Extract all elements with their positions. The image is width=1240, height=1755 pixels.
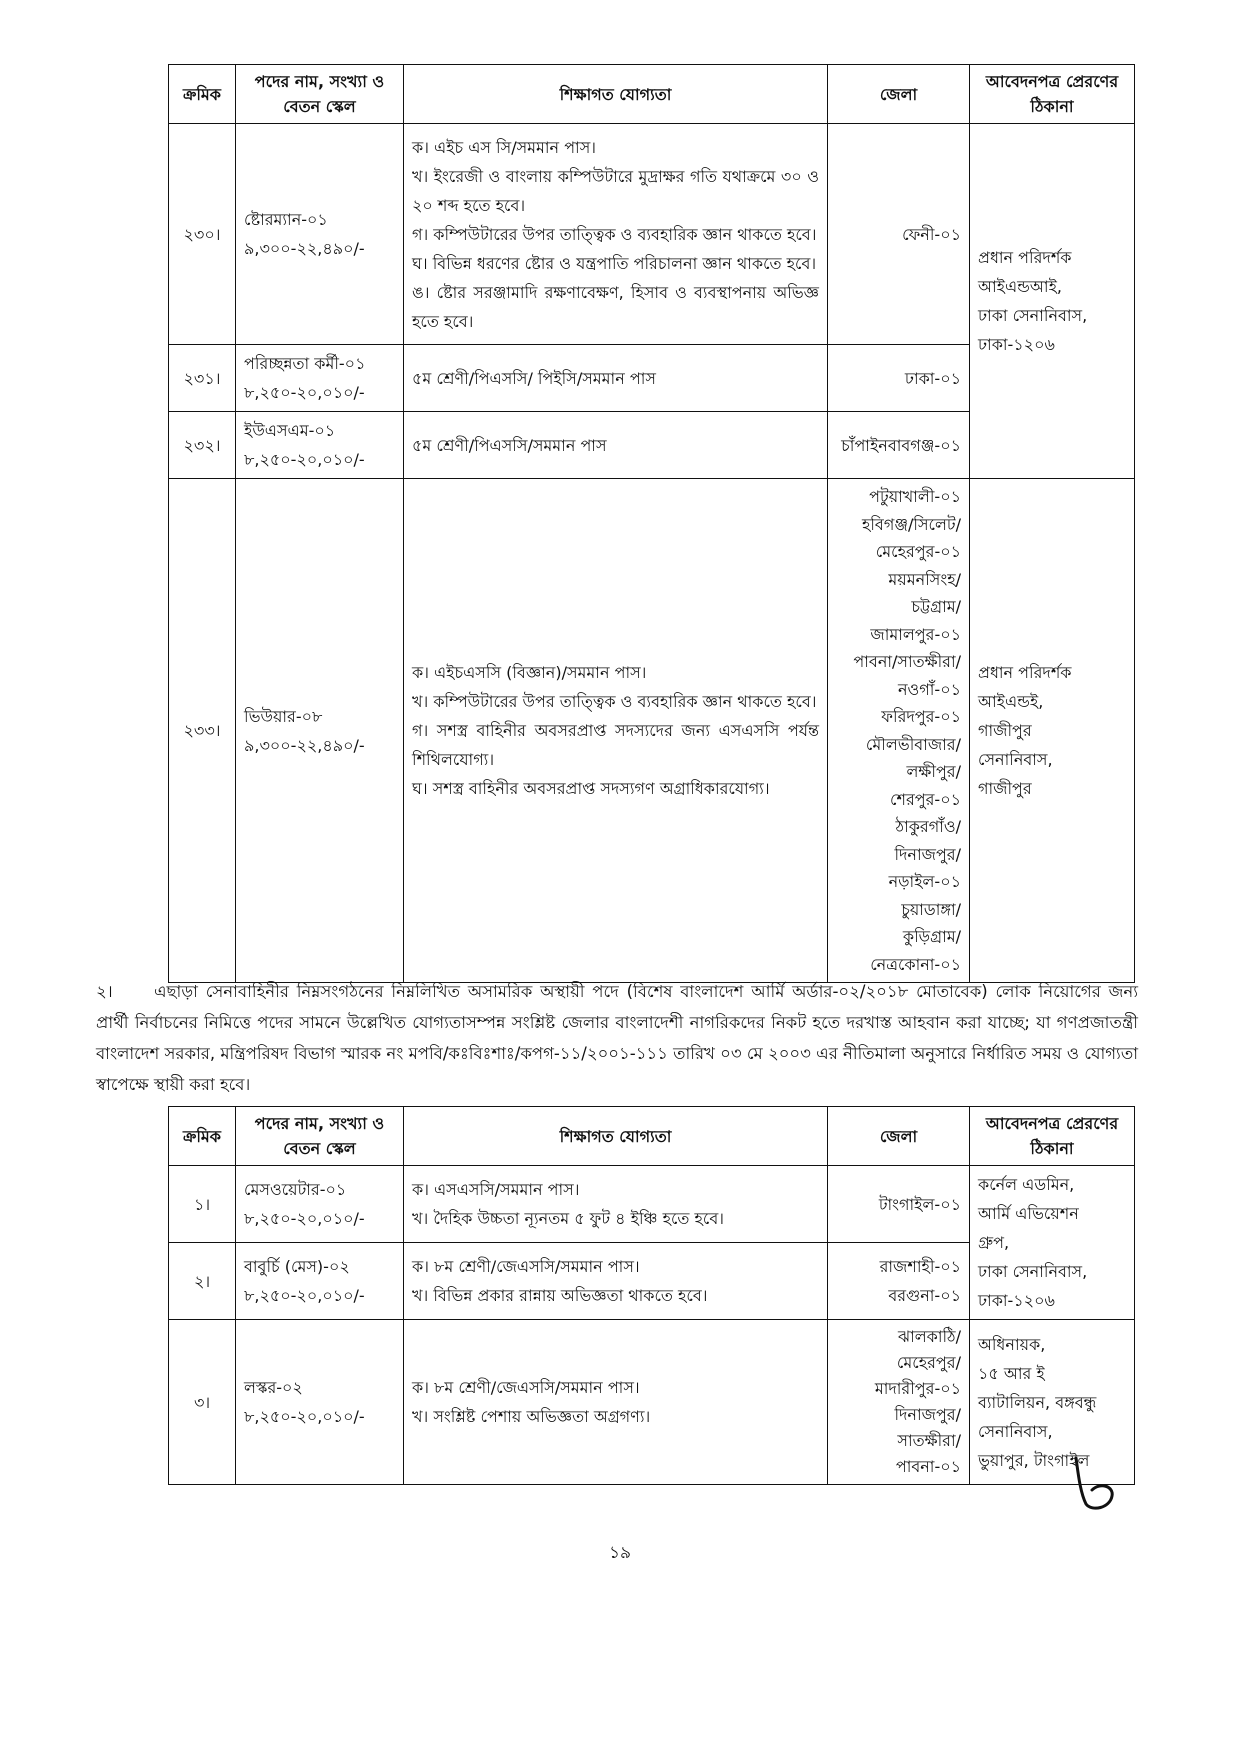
address-line: আর্মি এভিয়েশন bbox=[978, 1204, 1079, 1223]
header-address: আবেদনপত্র প্রেরণের ঠিকানা bbox=[970, 65, 1135, 124]
row-post bbox=[236, 345, 404, 412]
row-address bbox=[970, 124, 1135, 479]
header-district: জেলা bbox=[828, 1107, 970, 1166]
address-line: গাজীপুর bbox=[978, 779, 1032, 798]
qualification-item: ঘ। বিভিন্ন ধরণের ষ্টোর ও যন্ত্রপাতি পরিচালনা জ্ঞান থাকতে হবে। bbox=[412, 253, 817, 273]
row-serial: ২৩১। bbox=[169, 345, 236, 412]
district-line: ময়মনসিংহ/ bbox=[888, 569, 961, 589]
district-line: মেহেরপুর/ bbox=[896, 1353, 961, 1372]
row-district: ঢাকা-০১ bbox=[828, 345, 970, 412]
qualification-item: ক। এইচ এস সি/সমমান পাস। bbox=[412, 137, 596, 157]
header-district: জেলা bbox=[828, 65, 970, 124]
row-serial: ১। bbox=[169, 1166, 236, 1243]
district-line: কুড়িগ্রাম/ bbox=[902, 927, 961, 946]
table-row bbox=[169, 1166, 1135, 1243]
row-serial: ২৩৩। bbox=[169, 479, 236, 983]
page-number: ১৯ bbox=[608, 1543, 632, 1563]
post-name: ভিউয়ার-০৮ bbox=[244, 706, 323, 726]
qualification-item: ঙ। ষ্টোর সরঞ্জামাদি রক্ষণাবেক্ষণ, হিসাব ও ব্যবস্থাপনায় অভিজ্ঞ হতে হবে। bbox=[412, 282, 819, 331]
qualification-item: খ। বিভিন্ন প্রকার রান্নায় অভিজ্ঞতা থাকতে হবে। bbox=[412, 1286, 708, 1305]
row-qualifications: ৫ম শ্রেণী/পিএসসি/সমমান পাস bbox=[404, 412, 828, 479]
address-line: আইএন্ডই, bbox=[978, 692, 1044, 711]
qualification-item: গ। সশস্ত্র বাহিনীর অবসরপ্রাপ্ত সদস্যদের জন্য এসএসসি পর্যন্ত শিথিলযোগ্য। bbox=[412, 721, 819, 769]
pay-scale: ৮,২৫০-২০,০১০/- bbox=[244, 1209, 365, 1228]
post-name: ইউএসএম-০১ bbox=[244, 421, 336, 440]
row-qualifications bbox=[404, 1320, 828, 1485]
row-qualifications: ৫ম শ্রেণী/পিএসসি/ পিইসি/সমমান পাস bbox=[404, 345, 828, 412]
qualification-item: ঘ। সশস্ত্র বাহিনীর অবসরপ্রাপ্ত সদস্যগণ অগ্রাধিকারযোগ্য। bbox=[412, 779, 770, 798]
address-line: প্রধান পরিদর্শক bbox=[978, 248, 1072, 267]
district-line: পাবনা/সাতক্ষীরা/ bbox=[853, 652, 961, 671]
row-qualifications bbox=[404, 479, 828, 983]
qualification-item: গ। কম্পিউটারের উপর তাত্ত্বিক ও ব্যবহারিক জ্ঞান থাকতে হবে। bbox=[412, 224, 817, 244]
qualification-item: খ। সংশ্লিষ্ট পেশায় অভিজ্ঞতা অগ্রগণ্য। bbox=[412, 1407, 651, 1426]
table-row bbox=[169, 1320, 1135, 1485]
district-line: বরগুনা-০১ bbox=[888, 1286, 961, 1305]
qualification-item: ক। এসএসসি/সমমান পাস। bbox=[412, 1180, 580, 1199]
post-name: ষ্টোরম্যান-০১ bbox=[244, 210, 328, 229]
district-line: পটুয়াখালী-০১ bbox=[869, 487, 961, 506]
address-line: কর্নেল এডমিন, bbox=[978, 1175, 1075, 1194]
address-line: ঢাকা সেনানিবাস, bbox=[978, 306, 1088, 325]
district-line: নড়াইল-০১ bbox=[888, 872, 961, 891]
district-line: হবিগঞ্জ/সিলেট/ bbox=[861, 514, 961, 534]
pay-scale: ৯,৩০০-২২,৪৯০/- bbox=[244, 735, 365, 755]
header-serial: ক্রমিক bbox=[169, 1107, 236, 1166]
pay-scale: ৮,২৫০-২০,০১০/- bbox=[244, 450, 365, 469]
district-line: লক্ষীপুর/ bbox=[906, 762, 961, 781]
table-row bbox=[169, 479, 1135, 983]
qualification-item: খ। ইংরেজী ও বাংলায় কম্পিউটারে মুদ্রাক্ষর গতি যথাক্রমে ৩০ ও ২০ শব্দ হতে হবে। bbox=[412, 166, 819, 215]
district-line: পাবনা-০১ bbox=[895, 1457, 961, 1476]
row-address bbox=[970, 1166, 1135, 1320]
row-post bbox=[236, 412, 404, 479]
post-name: বাবুর্চি (মেস)-০২ bbox=[244, 1257, 350, 1276]
qualification-item: খ। কম্পিউটারের উপর তাত্ত্বিক ও ব্যবহারিক জ্ঞান থাকতে হবে। bbox=[412, 692, 817, 711]
district-line: মেহেরপুর-০১ bbox=[875, 542, 961, 561]
address-line: গাজীপুর bbox=[978, 721, 1032, 740]
address-line: ঢাকা-১২০৬ bbox=[978, 1291, 1055, 1310]
row-qualifications bbox=[404, 1243, 828, 1320]
posts-table-2 bbox=[168, 1106, 1135, 1485]
district-line: নওগাঁ-০১ bbox=[897, 679, 961, 699]
table-header-row bbox=[169, 1107, 1135, 1166]
district-line: দিনাজপুর/ bbox=[894, 1405, 961, 1424]
address-line: ব্যাটালিয়ন, বঙ্গবন্ধু bbox=[978, 1392, 1097, 1412]
address-line: ঢাকা সেনানিবাস, bbox=[978, 1262, 1088, 1281]
table-row bbox=[169, 124, 1135, 345]
district-line: নেত্রকোনা-০১ bbox=[870, 954, 961, 974]
header-post: পদের নাম, সংখ্যা ও বেতন স্কেল bbox=[236, 1107, 404, 1166]
address-line: গ্রুপ, bbox=[978, 1233, 1010, 1252]
row-post bbox=[236, 1320, 404, 1485]
row-district bbox=[828, 479, 970, 983]
row-qualifications bbox=[404, 124, 828, 345]
post-name: মেসওয়েটার-০১ bbox=[244, 1180, 347, 1199]
posts-table-1 bbox=[168, 64, 1135, 983]
district-line: চট্টগ্রাম/ bbox=[911, 597, 961, 616]
post-name: লস্কর-০২ bbox=[244, 1378, 303, 1397]
row-district bbox=[828, 1320, 970, 1485]
row-district bbox=[828, 1243, 970, 1320]
district-line: ঝালকাঠি/ bbox=[897, 1327, 961, 1346]
district-line: শেরপুর-০১ bbox=[890, 789, 961, 809]
district-line: মৌলভীবাজার/ bbox=[865, 734, 961, 754]
header-qualification: শিক্ষাগত যোগ্যতা bbox=[404, 1107, 828, 1166]
row-district: টাংগাইল-০১ bbox=[828, 1166, 970, 1243]
district-line: মাদারীপুর-০১ bbox=[874, 1379, 961, 1398]
row-post bbox=[236, 124, 404, 345]
qualification-item: ক। ৮ম শ্রেণী/জেএসসি/সমমান পাস। bbox=[412, 1257, 640, 1276]
address-line: সেনানিবাস, bbox=[978, 1421, 1053, 1441]
address-line: অধিনায়ক, bbox=[978, 1334, 1046, 1354]
address-line: ভুয়াপুর, টাংগাইল bbox=[978, 1450, 1090, 1470]
header-serial: ক্রমিক bbox=[169, 65, 236, 124]
district-line: সাতক্ষীরা/ bbox=[897, 1431, 961, 1450]
qualification-item: খ। দৈহিক উচ্চতা ন্যূনতম ৫ ফুট ৪ ইঞ্চি হতে হবে। bbox=[412, 1209, 724, 1228]
row-post bbox=[236, 1166, 404, 1243]
header-address: আবেদনপত্র প্রেরণের ঠিকানা bbox=[970, 1107, 1135, 1166]
notice-paragraph bbox=[96, 976, 1138, 1100]
row-district: চাঁপাইনবাবগঞ্জ-০১ bbox=[828, 412, 970, 479]
pay-scale: ৮,২৫০-২০,০১০/- bbox=[244, 1407, 365, 1426]
row-address bbox=[970, 479, 1135, 983]
district-line: জামালপুর-০১ bbox=[870, 624, 961, 644]
address-line: প্রধান পরিদর্শক bbox=[978, 663, 1072, 682]
row-district: ফেনী-০১ bbox=[828, 124, 970, 345]
row-post bbox=[236, 1243, 404, 1320]
qualification-item: ক। এইচএসসি (বিজ্ঞান)/সমমান পাস। bbox=[412, 663, 647, 682]
district-line: ফরিদপুর-০১ bbox=[881, 707, 961, 726]
header-qualification: শিক্ষাগত যোগ্যতা bbox=[404, 65, 828, 124]
paragraph-number: ২। bbox=[96, 982, 113, 1001]
pay-scale: ৯,৩০০-২২,৪৯০/- bbox=[244, 239, 365, 258]
table-header-row bbox=[169, 65, 1135, 124]
district-line: রাজশাহী-০১ bbox=[879, 1257, 961, 1276]
row-qualifications bbox=[404, 1166, 828, 1243]
address-line: আইএন্ডআই, bbox=[978, 277, 1063, 296]
pay-scale: ৮,২৫০-২০,০১০/- bbox=[244, 383, 365, 402]
handwritten-mark-icon bbox=[1066, 1452, 1126, 1512]
address-line: ১৫ আর ই bbox=[978, 1363, 1045, 1383]
district-line: দিনাজপুর/ bbox=[894, 844, 961, 864]
row-serial: ২৩০। bbox=[169, 124, 236, 345]
header-post: পদের নাম, সংখ্যা ও বেতন স্কেল bbox=[236, 65, 404, 124]
post-name: পরিচ্ছন্নতা কর্মী-০১ bbox=[244, 354, 366, 373]
address-line: ঢাকা-১২০৬ bbox=[978, 335, 1055, 354]
row-post bbox=[236, 479, 404, 983]
row-serial: ২৩২। bbox=[169, 412, 236, 479]
qualification-item: ক। ৮ম শ্রেণী/জেএসসি/সমমান পাস। bbox=[412, 1378, 640, 1397]
district-line: চুয়াডাঙ্গা/ bbox=[901, 899, 961, 919]
paragraph-text: এছাড়া সেনাবাহিনীর নিম্নসংগঠনের নিম্নলিখিত অসামরিক অস্থায়ী পদে (বিশেষ বাংলাদেশ আর্মি অর্ডার-০২/২০১৮ মোতাবেক) লোক নিয়োগের জন্য প্রার্থী নির্বাচনের নিমিত্তে পদের সামনে উল্লেখিত যোগ্যতাসম্পন্ন সংশ্লিষ্ট জেলার বাংলাদেশী নাগরিকদের নিকট হতে দরখাস্ত আহবান করা যাচ্ছে; যা গণপ্রজাতন্ত্রী বাংলাদেশ সরকার, মন্ত্রিপরিষদ বিভাগ স্মারক নং মপবি/কঃবিঃশাঃ/কপগ-১১/২০০১-১১১ তারিখ ০৩ মে ২০০৩ এর নীতিমালা অনুসারে নির্ধারিত সময় ও যোগ্যতা স্বাপেক্ষে স্থায়ী করা হবে। bbox=[96, 982, 1138, 1094]
pay-scale: ৮,২৫০-২০,০১০/- bbox=[244, 1286, 365, 1305]
row-serial: ৩। bbox=[169, 1320, 236, 1485]
address-line: সেনানিবাস, bbox=[978, 750, 1053, 769]
district-line: ঠাকুরগাঁও/ bbox=[895, 817, 961, 836]
row-serial: ২। bbox=[169, 1243, 236, 1320]
